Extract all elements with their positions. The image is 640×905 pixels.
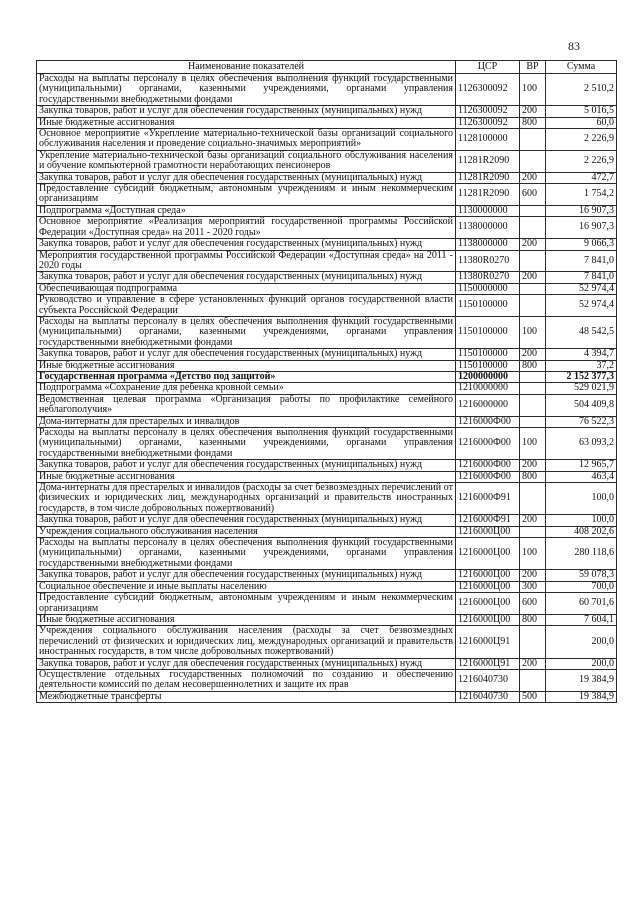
- row-name: Закупка товаров, работ и услуг для обеспечения государственных (муниципальных) нужд: [37, 515, 456, 526]
- row-sum: 12 965,7: [546, 460, 617, 471]
- row-vr-code: [520, 416, 546, 427]
- row-name: Закупка товаров, работ и услуг для обеспечения государственных (муниципальных) нужд: [37, 460, 456, 471]
- table-row: [37, 394, 617, 416]
- table-row: [37, 428, 617, 460]
- row-csr-code: 1216000Ц00: [456, 526, 520, 537]
- row-vr-code: 100: [520, 74, 546, 106]
- table-row: [37, 614, 617, 625]
- row-name: Закупка товаров, работ и услуг для обеспечения государственных (муниципальных) нужд: [37, 349, 456, 360]
- table-row: [37, 669, 617, 691]
- row-name: Осуществление отдельных государственных полномочий по созданию и обеспечению деятельности комиссий по делам несовершеннолетних и защите их прав: [37, 669, 456, 691]
- row-csr-code: 1216000Ф91: [456, 483, 520, 515]
- table-row: [37, 460, 617, 471]
- row-vr-code: [520, 371, 546, 382]
- table-row: [37, 250, 617, 272]
- table-row: [37, 691, 617, 702]
- row-csr-code: 11281R2090: [456, 172, 520, 183]
- row-vr-code: [520, 150, 546, 172]
- row-csr-code: 1216000Ц91: [456, 658, 520, 669]
- row-sum: 60 701,6: [546, 593, 617, 615]
- row-name: Ведомственная целевая программа «Организация работы по профилактике семейного неблагополучия»: [37, 394, 456, 416]
- row-csr-code: 1216000Ф00: [456, 460, 520, 471]
- row-vr-code: [520, 295, 546, 317]
- row-name: Предоставление субсидий бюджетным, автономным учреждениям и иным некоммерческим организациям: [37, 184, 456, 206]
- row-csr-code: 1216000Ц00: [456, 538, 520, 570]
- row-name: Расходы на выплаты персоналу в целях обеспечения выполнения функций государственными (муниципальными) органами, казенными учреждениями, органами управления государственными внебюджетными фондами: [37, 316, 456, 348]
- row-name: Закупка товаров, работ и услуг для обеспечения государственных (муниципальных) нужд: [37, 106, 456, 117]
- row-csr-code: 1216000Ф00: [456, 428, 520, 460]
- row-csr-code: 1126300092: [456, 74, 520, 106]
- row-vr-code: 200: [520, 515, 546, 526]
- row-name: Государственная программа «Детство под защитой»: [37, 371, 456, 382]
- page-number: 83: [568, 39, 580, 53]
- row-name: Закупка товаров, работ и услуг для обеспечения государственных (муниципальных) нужд: [37, 172, 456, 183]
- table-row: [37, 538, 617, 570]
- row-vr-code: 800: [520, 471, 546, 482]
- row-name: Расходы на выплаты персоналу в целях обеспечения выполнения функций государственными (муниципальными) органами, казенными учреждениями, органами управления государственными внебюджетными фондами: [37, 74, 456, 106]
- row-sum: 700,0: [546, 581, 617, 592]
- row-sum: 100,0: [546, 483, 617, 515]
- table-row: [37, 106, 617, 117]
- row-sum: 9 066,3: [546, 239, 617, 250]
- table-row: [37, 316, 617, 348]
- table-row: [37, 217, 617, 239]
- row-sum: 529 021,9: [546, 383, 617, 394]
- row-csr-code: 1150100000: [456, 316, 520, 348]
- row-csr-code: 1128100000: [456, 129, 520, 151]
- row-sum: 200,0: [546, 658, 617, 669]
- row-csr-code: 1130000000: [456, 205, 520, 216]
- row-csr-code: 1216000Ц00: [456, 581, 520, 592]
- row-sum: 200,0: [546, 626, 617, 658]
- row-name: Мероприятия государственной программы Российской Федерации «Доступная среда» на 2011 - 2020 годы: [37, 250, 456, 272]
- row-sum: 7 841,0: [546, 272, 617, 283]
- row-name: Закупка товаров, работ и услуг для обеспечения государственных (муниципальных) нужд: [37, 239, 456, 250]
- row-vr-code: 200: [520, 239, 546, 250]
- row-name: Основное мероприятие «Укрепление материально-технической базы организаций социального обслуживания населения и проведение социально-значимых мероприятий»: [37, 129, 456, 151]
- table-row: [37, 150, 617, 172]
- row-vr-code: 200: [520, 570, 546, 581]
- table-row: [37, 295, 617, 317]
- table-row: [37, 515, 617, 526]
- row-name: Подпрограмма «Сохранение для ребенка кровной семьи»: [37, 383, 456, 394]
- row-vr-code: [520, 250, 546, 272]
- header-row: [37, 61, 617, 74]
- row-vr-code: [520, 129, 546, 151]
- row-vr-code: 200: [520, 349, 546, 360]
- row-name: Закупка товаров, работ и услуг для обеспечения государственных (муниципальных) нужд: [37, 658, 456, 669]
- row-csr-code: 1210000000: [456, 383, 520, 394]
- row-name: Расходы на выплаты персоналу в целях обеспечения выполнения функций государственными (муниципальными) органами, казенными учреждениями, органами управления государственными внебюджетными фондами: [37, 428, 456, 460]
- row-name: Руководство и управление в сфере установленных функций органов государственной власти субъекта Российской Федерации: [37, 295, 456, 317]
- row-name: Иные бюджетные ассигнования: [37, 471, 456, 482]
- table-row: [37, 117, 617, 128]
- row-csr-code: 1216000Ф00: [456, 416, 520, 427]
- row-sum: 408 202,6: [546, 526, 617, 537]
- row-sum: 59 078,3: [546, 570, 617, 581]
- row-sum: 16 907,3: [546, 217, 617, 239]
- row-name: Подпрограмма «Доступная среда»: [37, 205, 456, 216]
- row-vr-code: [520, 394, 546, 416]
- row-csr-code: 1138000000: [456, 239, 520, 250]
- row-csr-code: 11380R0270: [456, 272, 520, 283]
- table-row: [37, 283, 617, 294]
- table-header: [37, 61, 617, 74]
- table-row: [37, 272, 617, 283]
- row-sum: 52 974,4: [546, 283, 617, 294]
- row-name: Закупка товаров, работ и услуг для обеспечения государственных (муниципальных) нужд: [37, 570, 456, 581]
- row-name: Основное мероприятие «Реализация мероприятий государственной программы Российской Федерации «Доступная среда» на 2011 - 2020 годы»: [37, 217, 456, 239]
- row-vr-code: [520, 217, 546, 239]
- row-vr-code: [520, 483, 546, 515]
- row-name: Учреждения социального обслуживания населения (расходы за счет безвозмездных перечислений от физических и юридических лиц, международных организаций и правительств иностранных государств, в том числе добровольных пожертвований): [37, 626, 456, 658]
- row-csr-code: 1216000Ц00: [456, 570, 520, 581]
- row-sum: 2 226,9: [546, 150, 617, 172]
- row-csr-code: 1216000Ф00: [456, 471, 520, 482]
- row-csr-code: 1150100000: [456, 360, 520, 371]
- row-csr-code: 1216000Ф91: [456, 515, 520, 526]
- row-vr-code: 100: [520, 538, 546, 570]
- row-sum: 63 093,2: [546, 428, 617, 460]
- row-csr-code: 1216000Ц91: [456, 626, 520, 658]
- row-sum: 76 522,3: [546, 416, 617, 427]
- row-vr-code: [520, 205, 546, 216]
- row-csr-code: 11281R2090: [456, 184, 520, 206]
- row-sum: 7 604,1: [546, 614, 617, 625]
- row-vr-code: 300: [520, 581, 546, 592]
- row-sum: 2 226,9: [546, 129, 617, 151]
- row-name: Укрепление материально-технической базы организаций социального обслуживания населения и обучение компьютерной грамотности неработающих пенсионеров: [37, 150, 456, 172]
- row-vr-code: 500: [520, 691, 546, 702]
- row-csr-code: 1126300092: [456, 117, 520, 128]
- table-row: [37, 593, 617, 615]
- row-vr-code: 200: [520, 658, 546, 669]
- row-csr-code: 1216000000: [456, 394, 520, 416]
- row-sum: 7 841,0: [546, 250, 617, 272]
- row-vr-code: 100: [520, 428, 546, 460]
- row-vr-code: 200: [520, 172, 546, 183]
- row-csr-code: 11281R2090: [456, 150, 520, 172]
- row-csr-code: 1216040730: [456, 669, 520, 691]
- row-sum: 1 754,2: [546, 184, 617, 206]
- row-sum: 472,7: [546, 172, 617, 183]
- row-name: Межбюджетные трансферты: [37, 691, 456, 702]
- table-row: [37, 383, 617, 394]
- row-name: Дома-интернаты для престарелых и инвалидов: [37, 416, 456, 427]
- row-sum: 2 152 377,3: [546, 371, 617, 382]
- row-name: Иные бюджетные ассигнования: [37, 614, 456, 625]
- row-name: Расходы на выплаты персоналу в целях обеспечения выполнения функций государственными (муниципальными) органами, казенными учреждениями, органами управления государственными внебюджетными фондами: [37, 538, 456, 570]
- table-row: [37, 74, 617, 106]
- row-sum: 280 118,6: [546, 538, 617, 570]
- table-row: [37, 658, 617, 669]
- row-csr-code: 1216000Ц00: [456, 593, 520, 615]
- table-row: [37, 371, 617, 382]
- row-vr-code: 600: [520, 184, 546, 206]
- row-sum: 60,0: [546, 117, 617, 128]
- row-sum: 5 016,5: [546, 106, 617, 117]
- row-csr-code: 11380R0270: [456, 250, 520, 272]
- row-name: Учреждения социального обслуживания населения: [37, 526, 456, 537]
- table-row: [37, 172, 617, 183]
- table-row: [37, 526, 617, 537]
- header-name: Наименование показателей: [37, 61, 456, 74]
- table-row: [37, 483, 617, 515]
- table-row: [37, 184, 617, 206]
- row-csr-code: 1150100000: [456, 349, 520, 360]
- table-body: [37, 74, 617, 703]
- header-csr: ЦСР: [456, 61, 520, 74]
- table-row: [37, 360, 617, 371]
- row-csr-code: 1216040730: [456, 691, 520, 702]
- row-vr-code: 600: [520, 593, 546, 615]
- row-vr-code: 800: [520, 360, 546, 371]
- table-row: [37, 349, 617, 360]
- row-csr-code: 1216000Ц00: [456, 614, 520, 625]
- header-vr: ВР: [520, 61, 546, 74]
- table-row: [37, 626, 617, 658]
- table-row: [37, 239, 617, 250]
- row-sum: 19 384,9: [546, 669, 617, 691]
- row-vr-code: 200: [520, 460, 546, 471]
- row-csr-code: 1150100000: [456, 295, 520, 317]
- row-vr-code: 800: [520, 614, 546, 625]
- header-sum: Сумма: [546, 61, 617, 74]
- row-sum: 52 974,4: [546, 295, 617, 317]
- row-vr-code: [520, 283, 546, 294]
- budget-table: [36, 60, 617, 703]
- row-name: Дома-интернаты для престарелых и инвалидов (расходы за счет безвозмездных перечислений от физических и юридических лиц, международных организаций и правительств иностранных государств, в том числе добровольных пожертвований): [37, 483, 456, 515]
- row-sum: 504 409,8: [546, 394, 617, 416]
- row-csr-code: 1200000000: [456, 371, 520, 382]
- row-vr-code: [520, 669, 546, 691]
- row-sum: 463,4: [546, 471, 617, 482]
- row-vr-code: 100: [520, 316, 546, 348]
- row-name: Иные бюджетные ассигнования: [37, 117, 456, 128]
- table-row: [37, 570, 617, 581]
- row-sum: 48 542,5: [546, 316, 617, 348]
- row-vr-code: 200: [520, 106, 546, 117]
- row-vr-code: 800: [520, 117, 546, 128]
- row-vr-code: [520, 383, 546, 394]
- row-csr-code: 1138000000: [456, 217, 520, 239]
- table-row: [37, 129, 617, 151]
- row-name: Обеспечивающая подпрограмма: [37, 283, 456, 294]
- row-name: Иные бюджетные ассигнования: [37, 360, 456, 371]
- row-vr-code: 200: [520, 272, 546, 283]
- table-row: [37, 581, 617, 592]
- row-name: Социальное обеспечение и иные выплаты населению: [37, 581, 456, 592]
- row-sum: 37,2: [546, 360, 617, 371]
- row-sum: 100,0: [546, 515, 617, 526]
- table-row: [37, 416, 617, 427]
- row-name: Закупка товаров, работ и услуг для обеспечения государственных (муниципальных) нужд: [37, 272, 456, 283]
- row-sum: 2 510,2: [546, 74, 617, 106]
- row-sum: 19 384,9: [546, 691, 617, 702]
- row-vr-code: [520, 626, 546, 658]
- row-csr-code: 1126300092: [456, 106, 520, 117]
- row-sum: 4 394,7: [546, 349, 617, 360]
- row-csr-code: 1150000000: [456, 283, 520, 294]
- table-row: [37, 205, 617, 216]
- row-vr-code: [520, 526, 546, 537]
- row-sum: 16 907,3: [546, 205, 617, 216]
- table-row: [37, 471, 617, 482]
- row-name: Предоставление субсидий бюджетным, автономным учреждениям и иным некоммерческим организациям: [37, 593, 456, 615]
